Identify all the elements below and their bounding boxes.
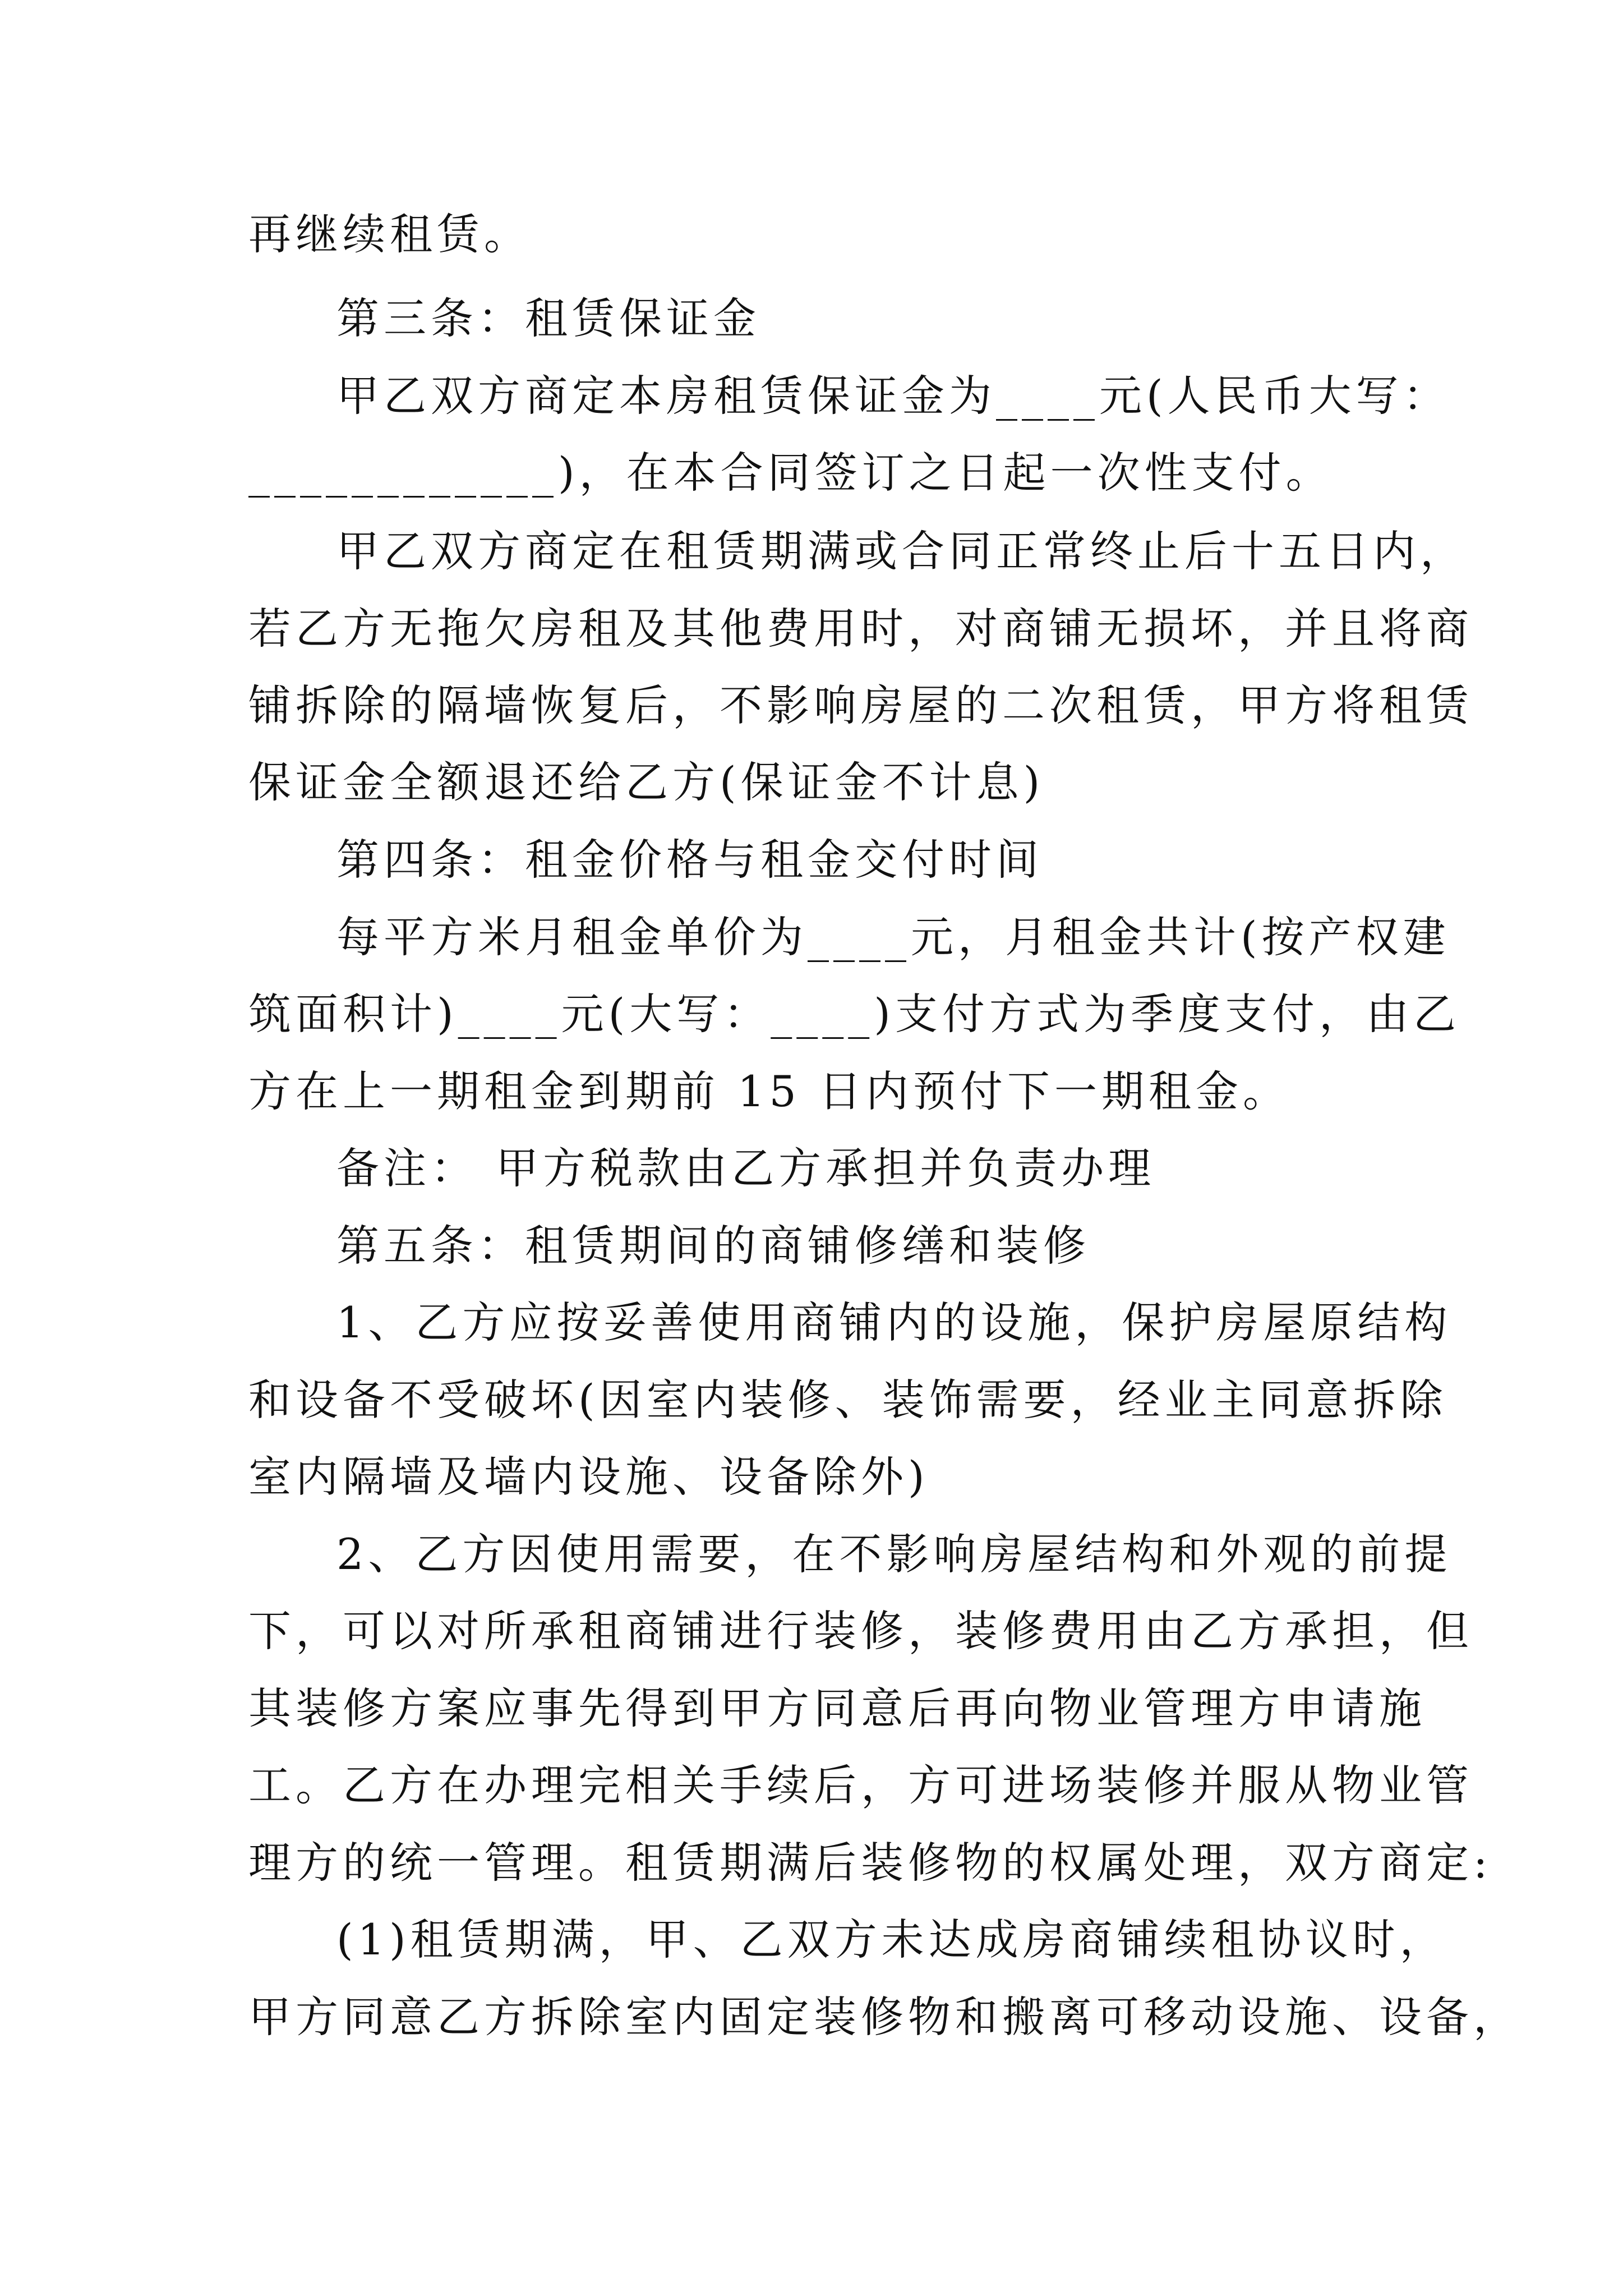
text-line: 保证金全额退还给乙方(保证金不计息) [248,757,1045,807]
section-heading: 第三条：租赁保证金 [336,293,760,343]
section-heading: 第四条：租金价格与租金交付时间 [336,835,1043,885]
text-line: 1、乙方应按妥善使用商铺内的设施，保护房屋原结构 [336,1297,1452,1347]
note-line: 备注： 甲方税款由乙方承担并负责办理 [336,1143,1156,1193]
text-line: 工。乙方在办理完相关手续后，方可进场装修并服从物业管 [248,1760,1473,1810]
text-line: 若乙方无拖欠房租及其他费用时，对商铺无损坏，并且将商 [248,604,1473,654]
text-line: 2、乙方因使用需要，在不影响房屋结构和外观的前提 [336,1529,1452,1579]
text-line: 甲乙双方商定本房租赁保证金为____元(人民币大写： [336,371,1450,421]
text-line: (1)租赁期满，甲、乙双方未达成房商铺续租协议时， [336,1915,1447,1964]
text-line: 甲乙双方商定在租赁期满或合同正常终止后十五日内， [336,526,1467,576]
section-heading: 第五条：租赁期间的商铺修缮和装修 [336,1221,1090,1271]
text-line: ____________)，在本合同签订之日起一次性支付。 [248,448,1333,498]
text-line: 和设备不受破坏(因室内装修、装饰需要，经业主同意拆除 [248,1375,1447,1425]
text-line: 理方的统一管理。租赁期满后装修物的权属处理，双方商定: [248,1838,1492,1888]
text-line: 室内隔墙及墙内设施、设备除外) [248,1452,929,1502]
text-line: 甲方同意乙方拆除室内固定装修物和搬离可移动设施、设备， [248,1992,1520,2042]
text-line: 筑面积计)____元(大写：____)支付方式为季度支付，由乙 [248,989,1460,1039]
text-line: 方在上一期租金到期前 15 日内预付下一期租金。 [248,1066,1290,1116]
text-line: 铺拆除的隔墙恢复后，不影响房屋的二次租赁，甲方将租赁 [248,680,1473,730]
text-line: 其装修方案应事先得到甲方同意后再向物业管理方申请施 [248,1683,1426,1733]
text-line: 每平方米月租金单价为____元，月租金共计(按产权建 [336,912,1450,962]
text-line: 再继续租赁。 [248,209,531,259]
text-line: 下，可以对所承租商铺进行装修，装修费用由乙方承担，但 [248,1606,1473,1656]
